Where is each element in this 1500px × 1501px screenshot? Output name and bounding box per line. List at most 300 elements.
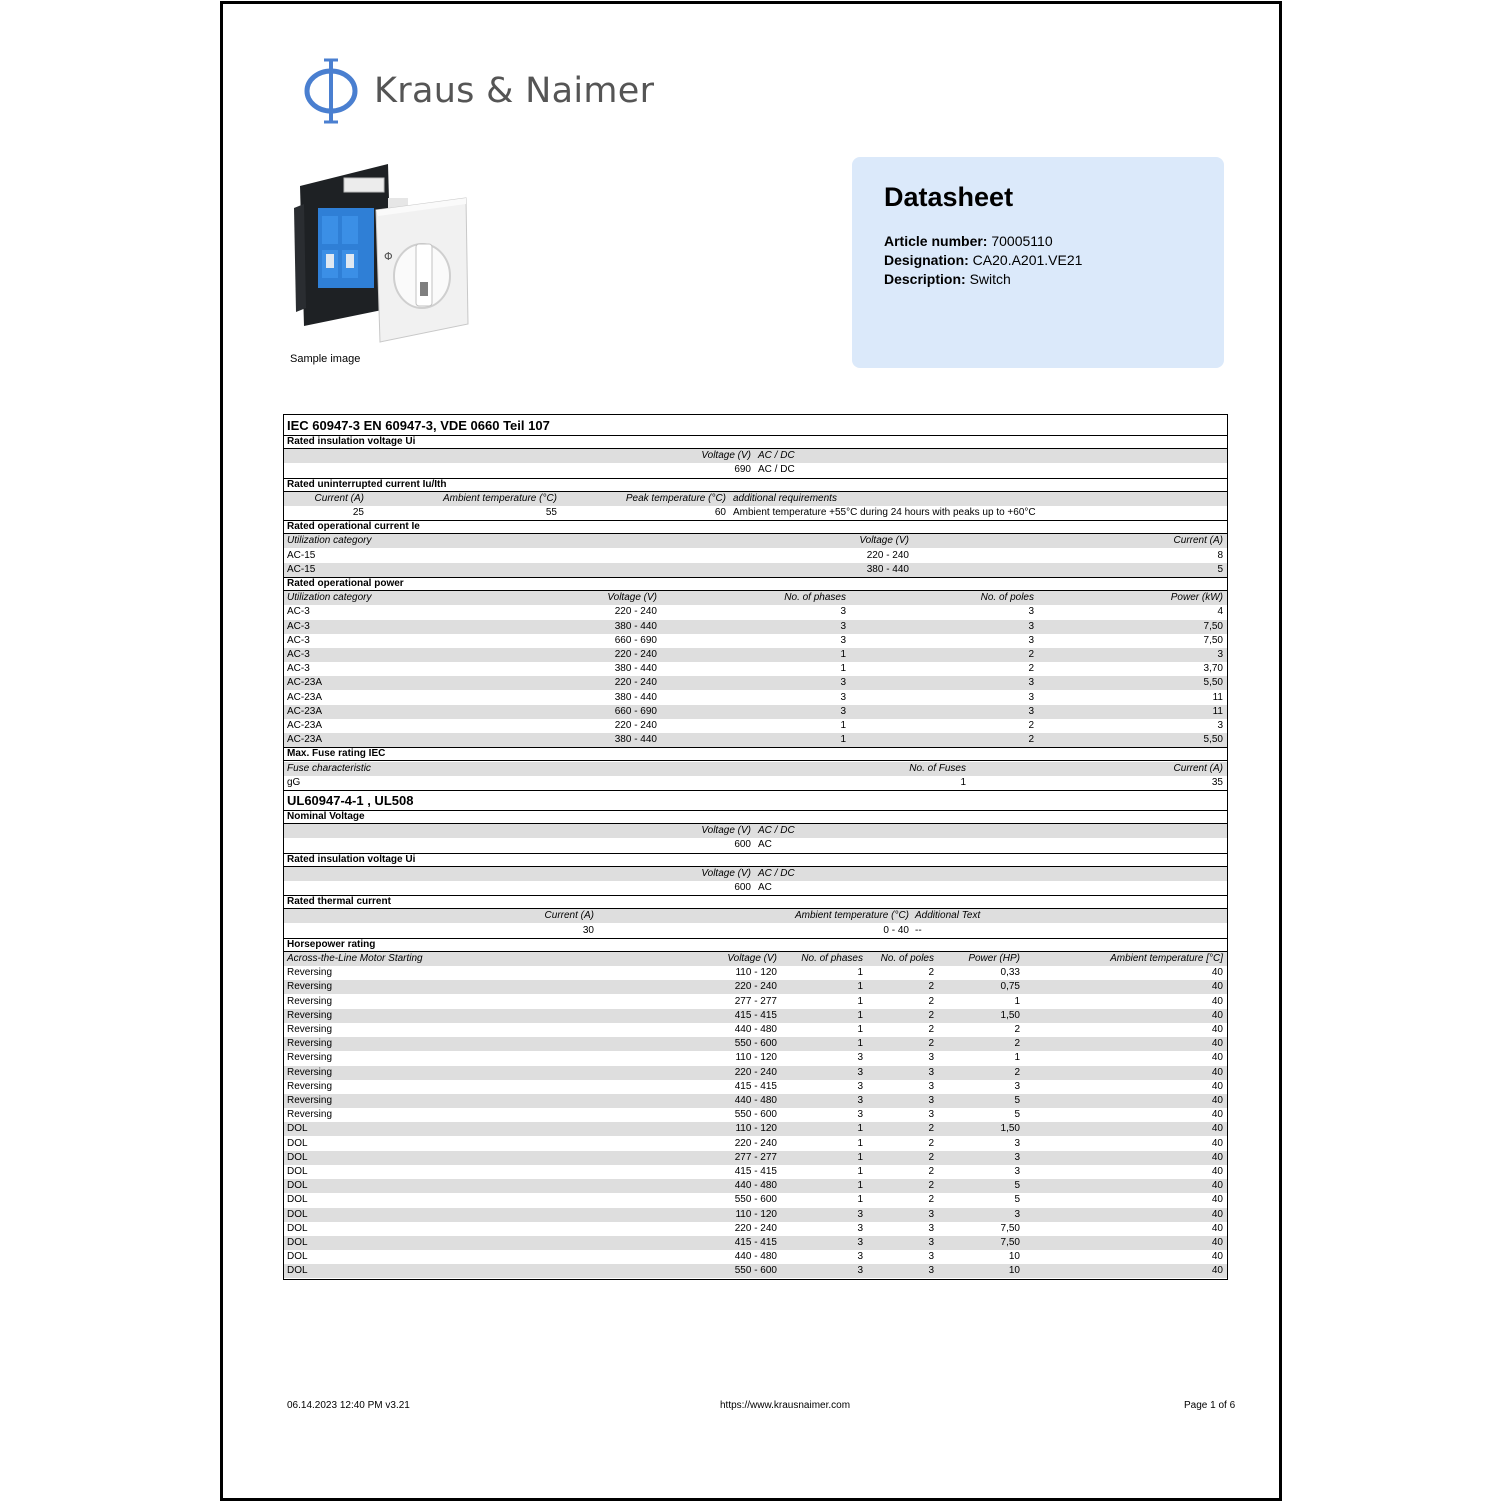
cell: -- <box>915 924 922 936</box>
footer-date: 06.14.2023 12:40 PM v3.21 <box>287 1400 410 1411</box>
cell: 220 - 240 <box>734 1137 777 1149</box>
table-row <box>284 1108 1227 1122</box>
cell: 40 <box>1211 1180 1223 1192</box>
description-line <box>884 270 1082 289</box>
table-row <box>284 1165 1227 1179</box>
cell: 40 <box>1211 995 1223 1007</box>
table-row <box>284 1094 1227 1108</box>
cell: 3 <box>857 1080 863 1092</box>
cell: Utilization category <box>287 592 372 604</box>
table-row <box>284 776 1227 790</box>
phi-logo-icon <box>302 57 360 125</box>
cell: 7,50 <box>1203 620 1223 632</box>
cell: No. of poles <box>880 953 934 964</box>
table-row <box>284 1208 1227 1222</box>
cell: 40 <box>1211 1137 1223 1149</box>
cell: 550 - 600 <box>734 1109 777 1121</box>
subsection-title: Rated insulation voltage Ui <box>284 435 1227 449</box>
table-row <box>284 620 1227 634</box>
designation-line <box>884 251 1082 270</box>
cell: 0 - 40 <box>883 924 909 936</box>
cell: 3 <box>840 705 846 717</box>
cell: 2 <box>928 1038 934 1050</box>
cell: 3 <box>857 1251 863 1263</box>
subsection-title: Rated operational current Ie <box>284 520 1227 534</box>
table-header <box>284 867 1227 881</box>
subsection-title: Rated operational power <box>284 577 1227 591</box>
cell: 3 <box>1014 1208 1020 1220</box>
cell: 40 <box>1211 1208 1223 1220</box>
table-divider <box>284 1279 1227 1280</box>
cell: 2 <box>928 1123 934 1135</box>
cell: 3 <box>1014 1151 1020 1163</box>
cell: AC-3 <box>287 606 310 618</box>
table-row <box>284 506 1227 520</box>
cell: 3 <box>928 1109 934 1121</box>
cell: 7,50 <box>1000 1222 1020 1234</box>
cell: 3 <box>1217 720 1223 731</box>
cell: 40 <box>1211 1166 1223 1177</box>
table-row <box>284 1236 1227 1250</box>
datasheet-info-box <box>852 157 1224 368</box>
cell: 3 <box>928 1052 934 1064</box>
table-row <box>284 1264 1227 1278</box>
table-row <box>284 1250 1227 1264</box>
cell: 600 <box>734 839 751 851</box>
cell: DOL <box>287 1166 308 1177</box>
cell: Ambient temperature +55°C during 24 hours with peaks up to +60°C <box>733 507 1036 518</box>
cell: 3 <box>857 1222 863 1234</box>
table-row <box>284 995 1227 1009</box>
cell: 3 <box>840 634 846 646</box>
table-row <box>284 1222 1227 1236</box>
cell: 3 <box>1028 634 1034 646</box>
cell: 440 - 480 <box>734 1251 777 1263</box>
cell: Reversing <box>287 1080 333 1092</box>
cell: 3 <box>1217 649 1223 660</box>
cell: 40 <box>1211 1194 1223 1206</box>
cell: 40 <box>1211 981 1223 993</box>
cell: 40 <box>1211 1251 1223 1263</box>
cell: 5 <box>1217 563 1223 575</box>
table-row <box>284 980 1227 994</box>
cell: 550 - 600 <box>734 1194 777 1206</box>
cell: 3 <box>1014 1137 1020 1149</box>
cell: Fuse characteristic <box>287 762 371 774</box>
brand-logo <box>302 56 654 126</box>
cell: 10 <box>1008 1265 1020 1277</box>
cell: 5 <box>1014 1095 1020 1106</box>
cell: 3 <box>1028 677 1034 689</box>
table-row <box>284 1151 1227 1165</box>
cell: 25 <box>352 507 364 518</box>
cell: 40 <box>1211 1080 1223 1092</box>
cell: 1 <box>840 734 846 746</box>
cell: 3 <box>1014 1080 1020 1092</box>
cell: AC / DC <box>758 825 795 837</box>
cell: 220 - 240 <box>614 677 657 689</box>
table-row <box>284 1051 1227 1065</box>
cell: 3 <box>1014 1166 1020 1177</box>
table-header <box>284 824 1227 838</box>
cell: AC-23A <box>287 705 323 717</box>
switch-product-icon <box>292 158 472 350</box>
cell: 3 <box>1028 705 1034 717</box>
cell: 2 <box>1028 720 1034 731</box>
cell: Voltage (V) <box>701 867 751 879</box>
cell: 1 <box>857 1123 863 1135</box>
table-header <box>284 909 1227 923</box>
subsection-title: Max. Fuse rating IEC <box>284 747 1227 761</box>
cell: 3 <box>857 1066 863 1078</box>
cell: 220 - 240 <box>734 981 777 993</box>
cell: 2 <box>1014 1038 1020 1050</box>
designation-value: CA20.A201.VE21 <box>972 252 1083 268</box>
cell: 40 <box>1211 1123 1223 1135</box>
cell: 40 <box>1211 1009 1223 1021</box>
datasheet-title: Datasheet <box>884 182 1014 212</box>
cell: DOL <box>287 1237 308 1248</box>
brand-name: Kraus & Naimer <box>374 71 655 111</box>
cell: 550 - 600 <box>734 1265 777 1277</box>
cell: 440 - 480 <box>734 1024 777 1035</box>
cell: 1 <box>857 1024 863 1035</box>
table-row <box>284 733 1227 747</box>
cell: 40 <box>1211 1237 1223 1248</box>
cell: 40 <box>1211 1265 1223 1277</box>
cell: 40 <box>1211 967 1223 979</box>
cell: 2 <box>1028 649 1034 660</box>
cell: Reversing <box>287 967 333 979</box>
cell: DOL <box>287 1180 308 1192</box>
cell: 3 <box>840 620 846 632</box>
cell: 1 <box>840 720 846 731</box>
cell: 2 <box>928 1137 934 1149</box>
table-row <box>284 563 1227 577</box>
table-row <box>284 838 1227 852</box>
cell: DOL <box>287 1137 308 1149</box>
section-heading: UL60947-4-1 , UL508 <box>287 793 414 808</box>
table-row <box>284 691 1227 705</box>
cell: 2 <box>928 1151 934 1163</box>
cell: 60 <box>714 507 726 518</box>
cell: 220 - 240 <box>614 649 657 660</box>
cell: 40 <box>1211 1109 1223 1121</box>
cell: 1 <box>857 1137 863 1149</box>
cell: 40 <box>1211 1151 1223 1163</box>
cell: 30 <box>582 924 594 936</box>
cell: AC-23A <box>287 691 323 703</box>
cell: 660 - 690 <box>614 634 657 646</box>
footer-page-number: Page 1 of 6 <box>1184 1400 1236 1411</box>
cell: 110 - 120 <box>735 1208 777 1220</box>
cell: 5 <box>1014 1109 1020 1121</box>
cell: Power (HP) <box>968 953 1020 964</box>
cell: 1 <box>857 1180 863 1192</box>
table-row <box>284 1137 1227 1151</box>
table-header <box>284 449 1227 463</box>
cell: 220 - 240 <box>614 720 657 731</box>
table-row <box>284 1009 1227 1023</box>
cell: 380 - 440 <box>614 663 657 675</box>
cell: 3 <box>840 606 846 618</box>
cell: 40 <box>1211 1222 1223 1234</box>
cell: 3 <box>840 677 846 689</box>
description-value: Switch <box>969 271 1011 287</box>
cell: AC-3 <box>287 663 310 675</box>
cell: Current (A) <box>1173 762 1223 774</box>
cell: 40 <box>1211 1095 1223 1106</box>
table-header <box>284 492 1227 506</box>
cell: 2 <box>928 995 934 1007</box>
cell: AC-23A <box>287 720 323 731</box>
cell: 40 <box>1211 1024 1223 1035</box>
cell: Reversing <box>287 1052 333 1064</box>
cell: Voltage (V) <box>701 825 751 837</box>
table-row <box>284 1066 1227 1080</box>
subsection-title: Rated thermal current <box>284 895 1227 909</box>
cell: DOL <box>287 1208 308 1220</box>
cell: 1 <box>1014 1052 1020 1064</box>
cell: No. of phases <box>801 953 863 964</box>
table-row <box>284 662 1227 676</box>
cell: 3 <box>928 1080 934 1092</box>
table-row <box>284 719 1227 733</box>
cell: 1 <box>1014 995 1020 1007</box>
cell: 11 <box>1212 691 1223 703</box>
cell: 415 - 415 <box>734 1166 777 1177</box>
table-row <box>284 924 1227 938</box>
cell: 600 <box>734 882 751 893</box>
cell: 1 <box>840 663 846 675</box>
cell: Power (kW) <box>1170 592 1223 604</box>
cell: 380 - 440 <box>614 620 657 632</box>
cell: 2 <box>928 1024 934 1035</box>
cell: 380 - 440 <box>614 691 657 703</box>
cell: Reversing <box>287 1095 333 1106</box>
cell: 1,50 <box>1000 1009 1020 1021</box>
cell: 40 <box>1211 1066 1223 1078</box>
cell: 690 <box>734 464 751 476</box>
cell: AC-15 <box>287 563 316 575</box>
cell: Reversing <box>287 1066 333 1078</box>
cell: Current (A) <box>544 910 594 922</box>
image-caption: Sample image <box>290 353 361 365</box>
cell: 10 <box>1008 1251 1020 1263</box>
cell: 3 <box>928 1265 934 1277</box>
cell: 1 <box>857 981 863 993</box>
cell: 3 <box>928 1066 934 1078</box>
cell: 3 <box>1028 691 1034 703</box>
cell: 3 <box>928 1237 934 1248</box>
cell: DOL <box>287 1151 308 1163</box>
cell: 1 <box>840 649 846 660</box>
cell: 1 <box>857 1194 863 1206</box>
specification-tables <box>283 414 1228 1280</box>
cell: 2 <box>928 967 934 979</box>
cell: Current (A) <box>314 492 364 504</box>
cell: 4 <box>1217 606 1223 618</box>
cell: 7,50 <box>1000 1237 1020 1248</box>
cell: AC-3 <box>287 649 310 660</box>
cell: AC-3 <box>287 620 310 632</box>
cell: 110 - 120 <box>735 1052 777 1064</box>
cell: additional requirements <box>733 492 837 504</box>
section-heading: IEC 60947-3 EN 60947-3, VDE 0660 Teil 107 <box>287 418 550 433</box>
cell: 3 <box>1028 606 1034 618</box>
table-header <box>284 762 1227 776</box>
article-number-value: 70005110 <box>991 233 1053 249</box>
cell: 2 <box>928 1180 934 1192</box>
cell: 0,33 <box>1000 967 1020 979</box>
cell: 1,50 <box>1000 1123 1020 1135</box>
subsection-title: Rated insulation voltage Ui <box>284 853 1227 867</box>
cell: 2 <box>928 1166 934 1177</box>
cell: 3 <box>1028 620 1034 632</box>
table-row <box>284 1179 1227 1193</box>
cell: AC <box>758 882 772 893</box>
cell: 5,50 <box>1203 677 1223 689</box>
cell: Reversing <box>287 1009 333 1021</box>
cell: 5,50 <box>1203 734 1223 746</box>
table-row <box>284 463 1227 477</box>
cell: 40 <box>1211 1052 1223 1064</box>
cell: DOL <box>287 1265 308 1277</box>
table-row <box>284 648 1227 662</box>
cell: 220 - 240 <box>866 549 909 561</box>
table-row <box>284 549 1227 563</box>
cell: Reversing <box>287 1109 333 1121</box>
subsection-title: Nominal Voltage <box>284 810 1227 824</box>
cell: Across-the-Line Motor Starting <box>287 953 423 964</box>
cell: 2 <box>1028 663 1034 675</box>
cell: 1 <box>857 1151 863 1163</box>
cell: gG <box>287 776 301 788</box>
cell: No. of phases <box>784 592 846 604</box>
table-row <box>284 966 1227 980</box>
cell: 220 - 240 <box>734 1222 777 1234</box>
cell: 2 <box>928 1009 934 1021</box>
cell: 11 <box>1212 705 1223 717</box>
svg-text:Φ: Φ <box>384 250 393 263</box>
cell: DOL <box>287 1251 308 1263</box>
cell: 110 - 120 <box>735 967 777 979</box>
article-details <box>884 232 1082 289</box>
cell: Reversing <box>287 1038 333 1050</box>
cell: No. of Fuses <box>909 762 966 774</box>
cell: 5 <box>1014 1180 1020 1192</box>
cell: 3 <box>840 691 846 703</box>
cell: 1 <box>857 1009 863 1021</box>
cell: Ambient temperature [°C] <box>1110 953 1223 964</box>
table-row <box>284 1023 1227 1037</box>
cell: Additional Text <box>915 910 981 922</box>
cell: AC / DC <box>758 464 795 476</box>
table-row <box>284 1037 1227 1051</box>
cell: Reversing <box>287 1024 333 1035</box>
cell: 7,50 <box>1203 634 1223 646</box>
table-row <box>284 1193 1227 1207</box>
cell: 3,70 <box>1203 663 1223 675</box>
cell: 3 <box>857 1208 863 1220</box>
product-image <box>292 158 472 350</box>
cell: 415 - 415 <box>734 1080 777 1092</box>
cell: 2 <box>928 1194 934 1206</box>
cell: 35 <box>1211 776 1223 788</box>
cell: AC / DC <box>758 450 795 462</box>
cell: Current (A) <box>1173 535 1223 547</box>
cell: 220 - 240 <box>734 1066 777 1078</box>
cell: 3 <box>928 1095 934 1106</box>
table-row <box>284 705 1227 719</box>
cell: 440 - 480 <box>734 1180 777 1192</box>
subsection-title: Horsepower rating <box>284 938 1227 952</box>
table-header <box>284 591 1227 605</box>
cell: Voltage (V) <box>727 953 777 964</box>
table-row <box>284 634 1227 648</box>
cell: 415 - 415 <box>734 1237 777 1248</box>
subsection-title: Rated uninterrupted current Iu/Ith <box>284 478 1227 492</box>
cell: 660 - 690 <box>614 705 657 717</box>
cell: AC-15 <box>287 549 316 561</box>
cell: Peak temperature (°C) <box>625 492 726 504</box>
article-number-line <box>884 232 1082 251</box>
footer-url[interactable]: https://www.krausnaimer.com <box>720 1400 851 1411</box>
cell: 415 - 415 <box>734 1009 777 1021</box>
cell: 0,75 <box>1000 981 1020 993</box>
cell: 277 - 277 <box>734 1151 777 1163</box>
table-header <box>284 534 1227 548</box>
table-header <box>284 952 1227 966</box>
cell: 2 <box>1028 734 1034 746</box>
cell: 3 <box>928 1251 934 1263</box>
cell: 3 <box>928 1208 934 1220</box>
cell: Reversing <box>287 981 333 993</box>
cell: 1 <box>857 967 863 979</box>
designation-label: Designation: <box>884 252 969 268</box>
cell: 380 - 440 <box>614 734 657 746</box>
cell: Voltage (V) <box>607 592 657 604</box>
cell: 440 - 480 <box>734 1095 777 1106</box>
cell: DOL <box>287 1123 308 1135</box>
cell: 110 - 120 <box>735 1123 777 1135</box>
cell: Utilization category <box>287 535 372 547</box>
cell: 3 <box>857 1109 863 1121</box>
cell: 40 <box>1211 1038 1223 1050</box>
cell: Voltage (V) <box>701 450 751 462</box>
cell: 5 <box>1014 1194 1020 1206</box>
description-label: Description: <box>884 271 966 287</box>
article-number-label: Article number: <box>884 233 988 249</box>
cell: 2 <box>928 981 934 993</box>
cell: 55 <box>545 507 557 518</box>
cell: 220 - 240 <box>614 606 657 618</box>
cell: Voltage (V) <box>859 535 909 547</box>
cell: 3 <box>857 1052 863 1064</box>
cell: AC-23A <box>287 734 323 746</box>
cell: Ambient temperature (°C) <box>794 910 909 922</box>
cell: Reversing <box>287 995 333 1007</box>
table-row <box>284 605 1227 619</box>
cell: AC-23A <box>287 677 323 689</box>
table-row <box>284 676 1227 690</box>
cell: 3 <box>857 1265 863 1277</box>
cell: Ambient temperature (°C) <box>442 492 557 504</box>
cell: AC-3 <box>287 634 310 646</box>
cell: 1 <box>857 1038 863 1050</box>
table-row <box>284 1122 1227 1136</box>
cell: 1 <box>960 776 966 788</box>
